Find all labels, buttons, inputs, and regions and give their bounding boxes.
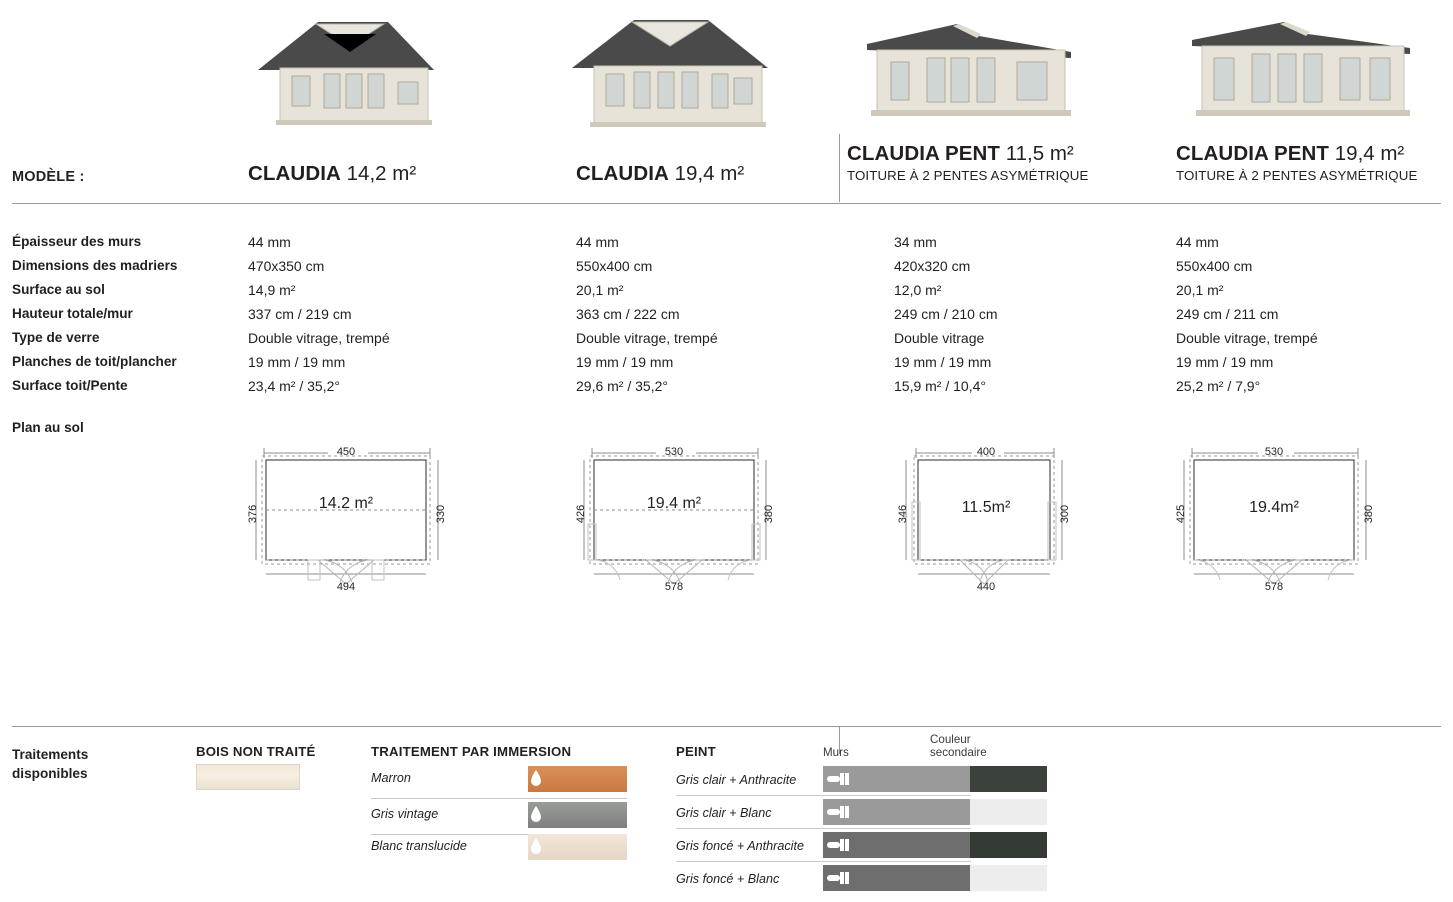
spec-value-1-5: 19 mm / 19 mm	[248, 354, 346, 370]
spec-values-column-1	[248, 230, 390, 398]
plan-dim-top-2: 530	[664, 446, 684, 458]
spec-value-4-0: 44 mm	[1176, 234, 1219, 250]
paint-roller-icon-1	[827, 805, 853, 819]
immersion-name-1: Gris vintage	[371, 807, 439, 821]
treatments-title-line1: Traitements	[12, 747, 89, 762]
paint-row-1	[676, 799, 971, 830]
droplet-icon-1	[530, 806, 542, 823]
spec-values-column-4	[1176, 230, 1318, 398]
spec-label-column	[12, 230, 177, 398]
spec-value-1-2: 14,9 m²	[248, 282, 296, 298]
model-title-4	[1176, 142, 1404, 166]
plan-dim-bottom-3: 440	[976, 581, 996, 593]
spec-value-2-0: 44 mm	[576, 234, 619, 250]
immersion-name-2: Blanc translucide	[371, 839, 467, 853]
model-size-1: 14,2 m²	[346, 162, 417, 185]
paint-secondary-swatch-2	[970, 832, 1047, 858]
spec-value-3-2: 12,0 m²	[894, 282, 942, 298]
paint-walls-swatch-0	[823, 766, 970, 792]
product-image-claudia-pent-19	[1188, 8, 1420, 143]
immersion-separator-0	[371, 798, 627, 799]
model-name-3: CLAUDIA PENT	[847, 142, 1001, 165]
spec-label-0: Épaisseur des murs	[12, 234, 142, 249]
plan-dim-left-2: 426	[576, 504, 587, 524]
plan-dim-left-4: 425	[1176, 504, 1187, 524]
spec-value-4-6: 25,2 m² / 7,9°	[1176, 378, 1261, 394]
plan-dim-top-4: 530	[1264, 446, 1284, 458]
spec-value-3-5: 19 mm / 19 mm	[894, 354, 992, 370]
plan-dim-bottom-1: 494	[336, 581, 356, 593]
model-subtitle-4: TOITURE À 2 PENTES ASYMÉTRIQUE	[1176, 168, 1418, 183]
untreated-heading: BOIS NON TRAITÉ	[196, 744, 316, 759]
paint-name-2: Gris foncé + Anthracite	[676, 839, 804, 853]
paint-separator-2	[676, 861, 971, 862]
plan-dim-left-3: 346	[897, 504, 909, 524]
model-title-1	[248, 162, 416, 186]
spec-value-3-1: 420x320 cm	[894, 258, 971, 274]
model-name-1: CLAUDIA	[248, 162, 341, 185]
immersion-heading: TRAITEMENT PAR IMMERSION	[371, 744, 572, 759]
paint-name-0: Gris clair + Anthracite	[676, 773, 797, 787]
paint-row-2	[676, 832, 971, 863]
plan-area-4: 19.4m²	[1249, 499, 1299, 516]
plan-dim-right-2: 380	[763, 504, 775, 524]
paint-separator-1	[676, 828, 971, 829]
spec-value-2-5: 19 mm / 19 mm	[576, 354, 674, 370]
paint-roller-icon-0	[827, 772, 853, 786]
plan-dim-left-1: 376	[248, 504, 259, 524]
floor-plan-1	[248, 432, 498, 604]
paint-walls-column-header: Murs	[823, 746, 849, 759]
spec-value-3-0: 34 mm	[894, 234, 937, 250]
model-size-4: 19,4 m²	[1334, 142, 1405, 165]
paint-row-0	[676, 766, 971, 797]
treatments-title	[12, 745, 88, 783]
model-size-3: 11,5 m²	[1005, 142, 1074, 165]
model-size-2: 19,4 m²	[674, 162, 745, 185]
plan-area-3: 11.5m²	[961, 499, 1011, 516]
model-name-2: CLAUDIA	[576, 162, 669, 185]
spec-value-2-1: 550x400 cm	[576, 258, 653, 274]
spec-value-2-4: Double vitrage, trempé	[576, 330, 718, 346]
spec-values-column-3	[894, 230, 998, 398]
paint-roller-icon-3	[827, 871, 853, 885]
spec-label-3: Hauteur totale/mur	[12, 306, 133, 321]
product-image-claudia-19	[562, 8, 794, 143]
plan-dim-right-3: 300	[1059, 504, 1071, 524]
paint-separator-0	[676, 795, 971, 796]
floor-plan-label: Plan au sol	[12, 420, 84, 435]
spec-label-4: Type de verre	[12, 330, 100, 345]
spec-value-2-2: 20,1 m²	[576, 282, 624, 298]
paint-secondary-swatch-1	[970, 799, 1047, 825]
untreated-wood-swatch	[196, 764, 300, 790]
droplet-icon-0	[530, 770, 542, 787]
spec-value-1-6: 23,4 m² / 35,2°	[248, 378, 340, 394]
spec-value-1-4: Double vitrage, trempé	[248, 330, 390, 346]
immersion-row-gris-vintage	[371, 802, 627, 832]
paint-walls-swatch-2	[823, 832, 970, 858]
header-divider-vertical	[839, 134, 840, 202]
spec-value-3-3: 249 cm / 210 cm	[894, 306, 998, 322]
spec-value-1-0: 44 mm	[248, 234, 291, 250]
spec-value-1-1: 470x350 cm	[248, 258, 325, 274]
immersion-swatch-0	[528, 766, 627, 792]
product-image-claudia-pent-11	[857, 8, 1089, 143]
spec-values-column-2	[576, 230, 718, 398]
plan-area-1: 14.2 m²	[318, 495, 374, 512]
paint-row-3	[676, 865, 971, 896]
spec-value-4-2: 20,1 m²	[1176, 282, 1224, 298]
paint-walls-swatch-1	[823, 799, 970, 825]
paint-secondary-swatch-3	[970, 865, 1047, 891]
spec-value-4-4: Double vitrage, trempé	[1176, 330, 1318, 346]
plan-dim-right-1: 330	[435, 504, 447, 524]
header-divider-horizontal	[12, 203, 1441, 204]
spec-value-3-6: 15,9 m² / 10,4°	[894, 378, 986, 394]
plan-dim-bottom-4: 578	[1264, 581, 1284, 593]
model-row-label: MODÈLE :	[12, 169, 85, 185]
plan-dim-top-3: 400	[976, 446, 996, 458]
droplet-icon-2	[530, 838, 542, 855]
paint-name-1: Gris clair + Blanc	[676, 806, 772, 820]
treatments-title-line2: disponibles	[12, 766, 88, 781]
model-subtitle-3: TOITURE À 2 PENTES ASYMÉTRIQUE	[847, 168, 1089, 183]
immersion-swatch-1	[528, 802, 627, 828]
paint-heading: PEINT	[676, 744, 716, 759]
plan-dim-bottom-2: 578	[664, 581, 684, 593]
plan-area-2: 19.4 m²	[646, 495, 702, 512]
spec-value-1-3: 337 cm / 219 cm	[248, 306, 352, 322]
floor-plan-3	[894, 432, 1144, 604]
model-name-4: CLAUDIA PENT	[1176, 142, 1330, 165]
treatments-divider-top	[12, 726, 1441, 727]
spec-label-2: Surface au sol	[12, 282, 105, 297]
spec-value-4-1: 550x400 cm	[1176, 258, 1253, 274]
plan-dim-top-1: 450	[336, 446, 356, 458]
paint-secondary-column-header: Couleur secondaire	[930, 733, 987, 759]
floor-plan-2	[576, 432, 826, 604]
spec-value-2-6: 29,6 m² / 35,2°	[576, 378, 668, 394]
spec-value-4-5: 19 mm / 19 mm	[1176, 354, 1274, 370]
model-title-3	[847, 142, 1074, 166]
paint-name-3: Gris foncé + Blanc	[676, 872, 780, 886]
spec-label-6: Surface toit/Pente	[12, 378, 128, 393]
immersion-row-marron	[371, 766, 627, 796]
immersion-swatch-2	[528, 834, 627, 860]
product-image-claudia-14	[238, 8, 470, 143]
spec-label-5: Planches de toit/plancher	[12, 354, 177, 369]
spec-value-4-3: 249 cm / 211 cm	[1176, 306, 1279, 322]
paint-secondary-swatch-0	[970, 766, 1047, 792]
floor-plan-4	[1176, 432, 1426, 604]
immersion-row-blanc-translucide	[371, 834, 627, 864]
paint-roller-icon-2	[827, 838, 853, 852]
paint-walls-swatch-3	[823, 865, 970, 891]
spec-value-2-3: 363 cm / 222 cm	[576, 306, 680, 322]
spec-label-1: Dimensions des madriers	[12, 258, 178, 273]
spec-value-3-4: Double vitrage	[894, 330, 985, 346]
plan-dim-right-4: 380	[1363, 504, 1375, 524]
model-title-2	[576, 162, 744, 186]
immersion-name-0: Marron	[371, 771, 411, 785]
